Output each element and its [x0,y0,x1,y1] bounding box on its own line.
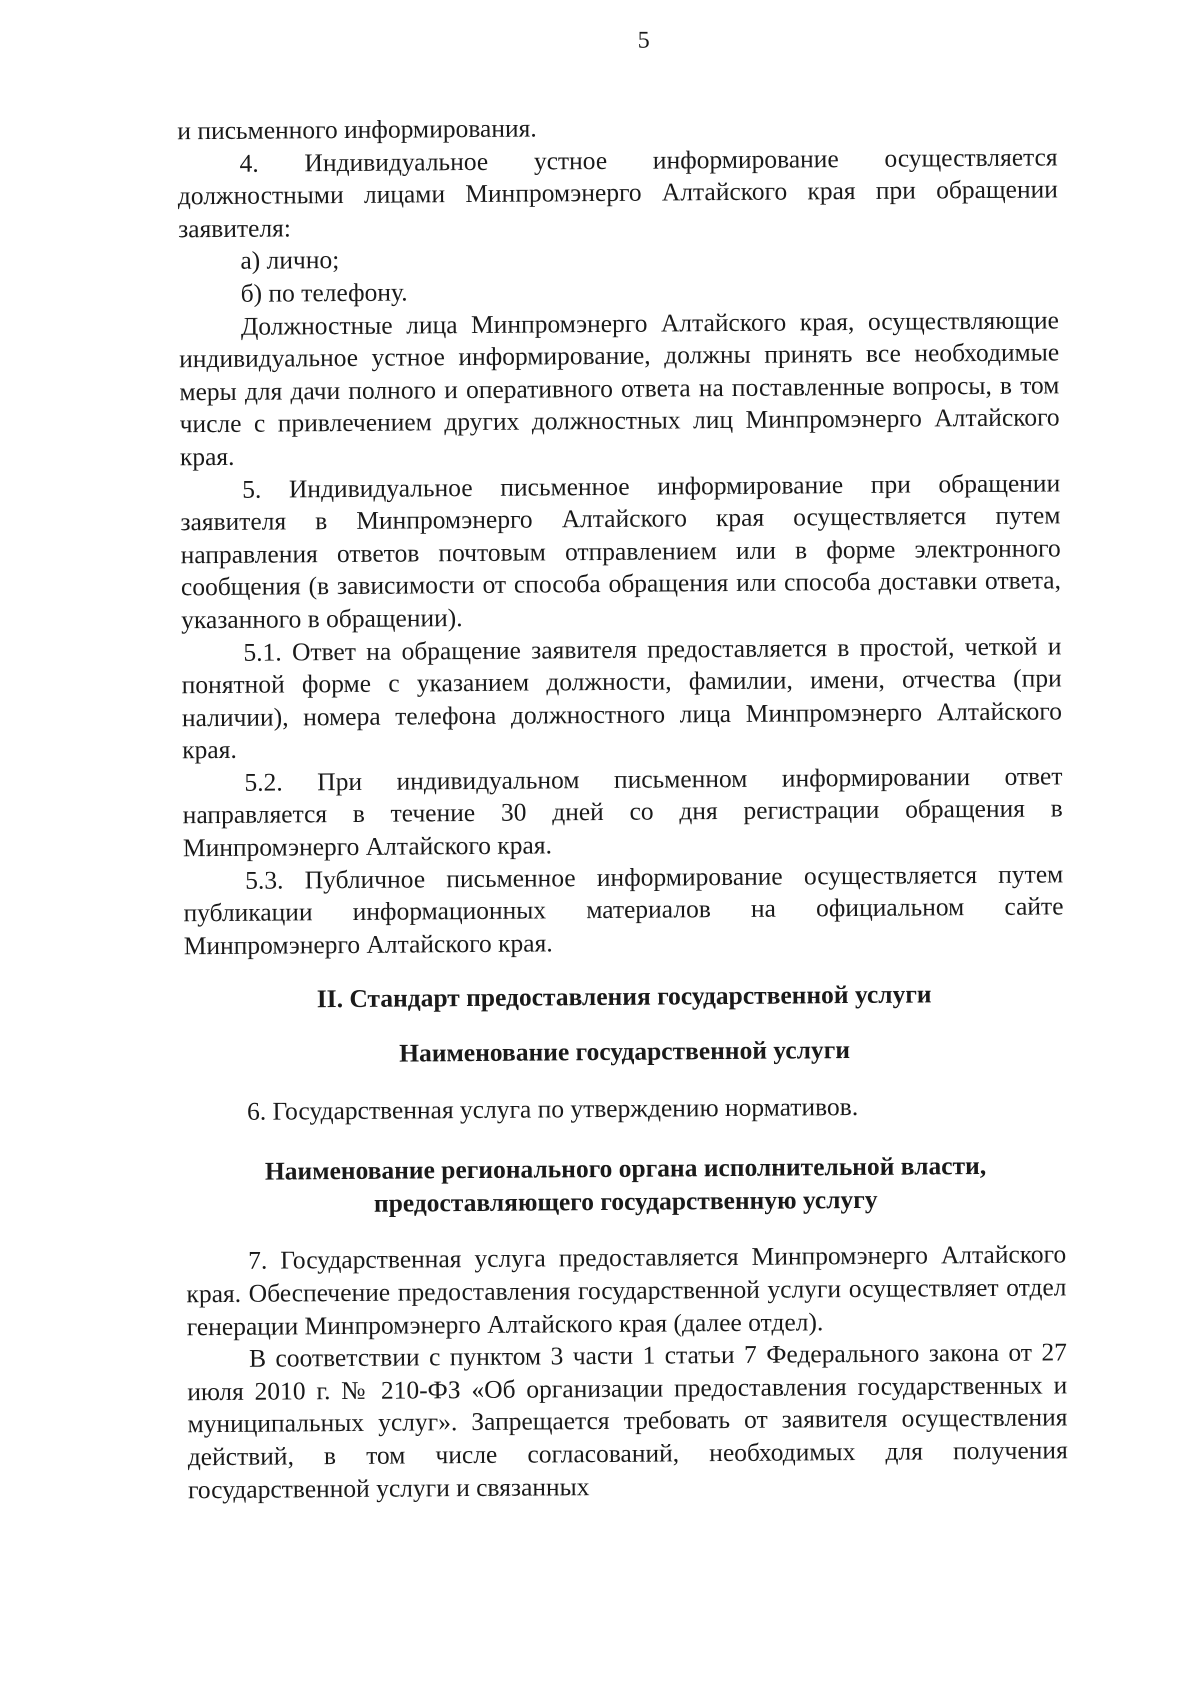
paragraph-federal-law: В соответствии с пунктом 3 части 1 статьи 7 Федерального закона от 27 июля 2010 г. № 210-ФЗ «Об организации предоставления государственных и муниципальных услуг». Запрещается требовать от заявителя осуществления действий, в том числе согласований, необходимых для получения государственной услуги и связанных [187,1337,1068,1504]
subheading-authority-line1: Наименование регионального органа исполнительной власти, [264,1151,987,1186]
paragraph-5-1: 5.1. Ответ на обращение заявителя предоставляется в простой, четкой и понятной форме с указанием должности, фамилии, имени, отчества (при наличии), номера телефона должностного лица Минпромэнерго Алтайского края. [181,630,1063,765]
paragraph-officials: Должностные лица Минпромэнерго Алтайского края, осуществляющие индивидуальное устное информирование, должны принять все необходимые меры для дачи полного и оперативного ответа на поставленные вопросы, в том числе с привлечением других должностных лиц Минпромэнерго Алтайского края. [179,304,1060,472]
subheading-authority-line2: предоставляющего государственную услугу [373,1184,878,1218]
paragraph-6: 6. Государственная услуга по утверждению нормативов. [246,1091,859,1126]
list-item-b: б) по телефону. [240,277,408,308]
paragraph-5: 5. Индивидуальное письменное информирование при обращении заявителя в Минпромэнерго Алтайского края осуществляется путем направления ответов почтовым отправлением или в форме электронного сообщения (в зависимости от способа обращения или способа доставки ответа, указанного в обращении). [180,467,1062,635]
paragraph-5-3: 5.3. Публичное письменное информирование осуществляется путем публикации информационных материалов на официальном сайте Минпромэнерго Алтайского края. [183,859,1064,961]
subheading-service-name: Наименование государственной услуги [399,1035,851,1068]
section-heading-standard: II. Стандарт предоставления государственной услуги [316,979,932,1014]
paragraph-7: 7. Государственная услуга предоставляется Минпромэнерго Алтайского края. Обеспечение предоставления государственной услуги осуществляет отдел генерации Минпромэнерго Алтайского края (далее отдел). [186,1239,1067,1341]
paragraph-5-2: 5.2. При индивидуальном письменном информировании ответ направляется в течение 30 дней со дня регистрации обращения в Минпромэнерго Алтайского края. [182,761,1063,863]
page-number: 5 [637,27,650,54]
list-item-a: а) лично; [240,245,340,276]
document-body [177,108,1068,1506]
paragraph-informing-end: и письменного информирования. [177,113,537,146]
paragraph-4: 4. Индивидуальное устное информирование осуществляется должностными лицами Минпромэнерго Алтайского края при обращении заявителя: [177,141,1058,244]
subheading-authority [185,1150,1065,1222]
